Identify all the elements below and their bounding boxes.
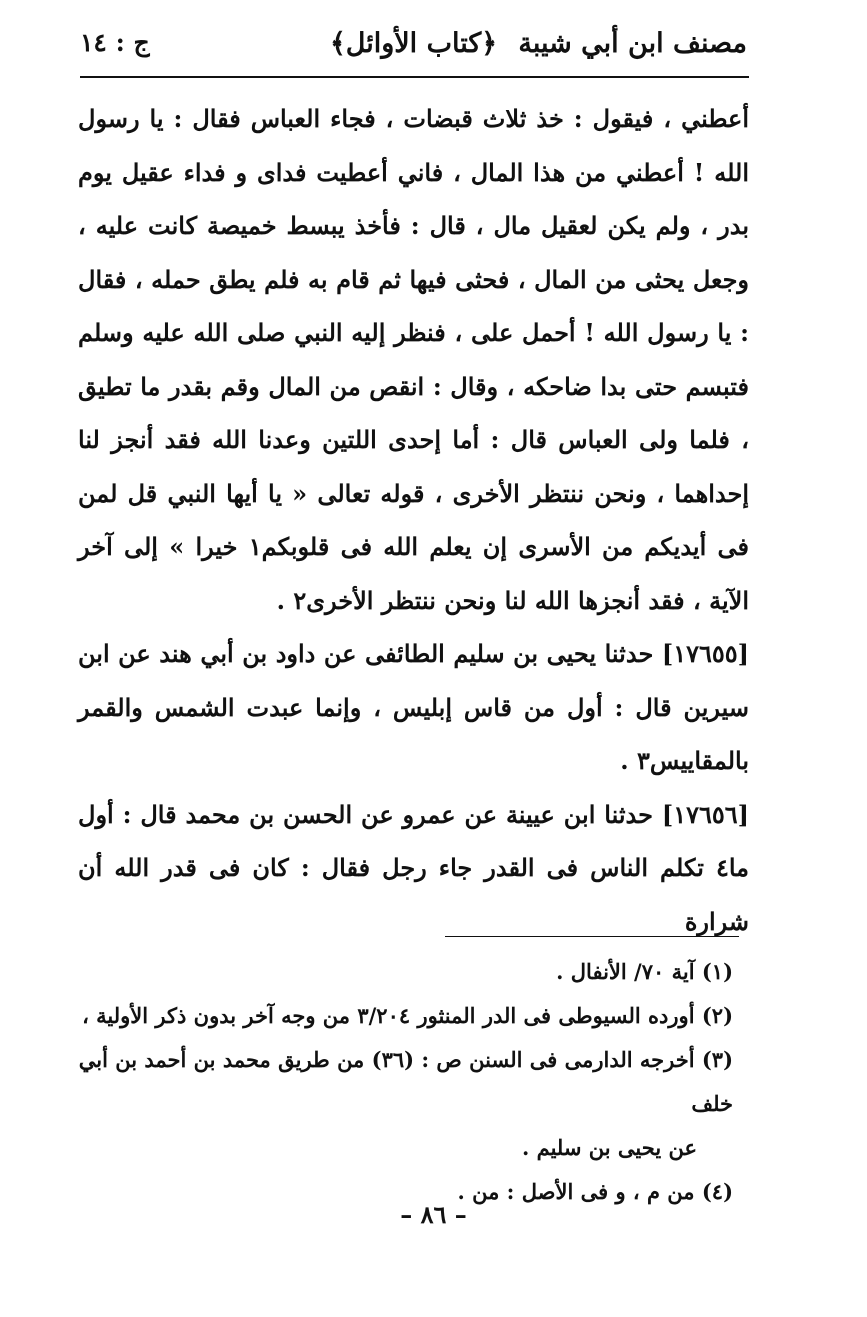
hadith-number: [١٧٦٥٦] xyxy=(661,799,750,829)
header-rule xyxy=(80,76,749,78)
footnote-text: (٤) من م ، و فى الأصل : من . xyxy=(457,1179,733,1204)
footnote xyxy=(66,994,733,1038)
paragraph-text: حدثنا يحيى بن سليم الطائفى عن داود بن أبي هند عن ابن سيرين قال : أول من قاس إبليس ، وإنما عبدت الشمس والقمر بالمقاييس٣ . xyxy=(78,639,749,775)
footnote-text: (٢) أورده السيوطى فى الدر المنثور ٣/٢٠٤ من وجه آخر بدون ذكر الأولية ، xyxy=(82,1003,733,1028)
hadith-number: [١٧٦٥٥] xyxy=(661,639,749,668)
paragraph xyxy=(78,92,749,627)
hadith-paragraph xyxy=(78,788,749,949)
footnote-continuation: عن يحيى بن سليم . xyxy=(521,1135,697,1160)
volume-number: ج : ١٤ xyxy=(80,28,150,57)
paragraph-text: أعطني ، فيقول : خذ ثلاث قبضات ، فجاء العباس فقال : يا رسول الله ! أعطني من هذا المال ، فاني أعطيت فداى و فداء عقيل يوم بدر ، ولم يكن لعقيل مال ، قال : فأخذ يبسط خميصة كانت عليه ، وجعل يحثى من المال ، فحثى فيها ثم قام به فلم يطق حمله ، فقال : يا رسول الله ! أحمل على ، فنظر إليه النبي صلى الله عليه وسلم فتبسم حتى بدا ضاحكه ، وقال : انقص من المال وقم بقدر ما تطيق ، فلما ولى العباس قال : أما إحدى اللتين وعدنا الله فقد أنجز لنا إحداهما ، ونحن ننتظر الأخرى ، قوله تعالى « يا أيها النبي قل لمن فى أيديكم من الأسرى إن يعلم الله فى قلوبكم١ خيرا » إلى آخر الآية ، فقد أنجزها الله لنا ونحن ننتظر الأخرى٢ . xyxy=(78,104,750,615)
footnote xyxy=(66,950,733,994)
footnote-rule xyxy=(445,936,739,937)
hadith-paragraph xyxy=(78,627,749,788)
footnote-text: (١) آية ٧٠/ الأنفال . xyxy=(556,959,733,984)
footnote xyxy=(66,1038,733,1170)
running-header xyxy=(80,28,747,78)
footnote-text: (٣) أخرجه الدارمى فى السنن ص : (٣٦) من طريق محمد بن أحمد بن أبي خلف xyxy=(78,1047,733,1116)
footnotes xyxy=(66,950,733,1214)
page-number: – ٨٦ – xyxy=(400,1200,467,1229)
main-text xyxy=(78,92,749,948)
paragraph-text: حدثنا ابن عيينة عن عمرو عن الحسن بن محمد قال : أول ما٤ تكلم الناس فى القدر جاء رجل فقال : كان فى قدر الله أن شرارة xyxy=(78,799,749,936)
book-title: مصنف ابن أبي شيبة xyxy=(518,28,747,59)
chapter-title: ﴿كتاب الأوائل﴾ xyxy=(329,28,498,59)
